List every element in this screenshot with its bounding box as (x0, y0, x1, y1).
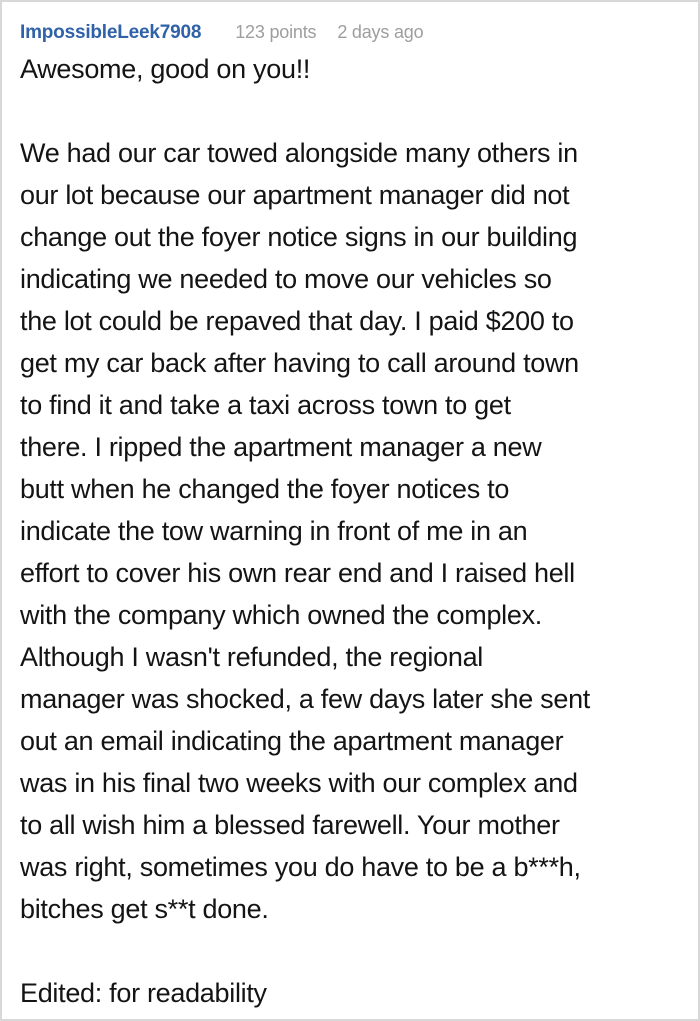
text-line: manager was shocked, a few days later she sent (20, 684, 591, 714)
text-line: We had our car towed alongside many others in (20, 138, 578, 168)
comment-paragraph (20, 48, 682, 90)
text-line: Although I wasn't refunded, the regional (20, 642, 483, 672)
text-line: the lot could be repaved that day. I paid $200 to (20, 306, 574, 336)
text-line: bitches get s**t done. (20, 894, 269, 924)
text-line: our lot because our apartment manager did not (20, 180, 570, 210)
text-line: get my car back after having to call around town (20, 348, 579, 378)
text-line: Awesome, good on you!! (20, 54, 311, 84)
text-line: to all wish him a blessed farewell. Your mother (20, 810, 560, 840)
text-line: was right, sometimes you do have to be a b***h, (20, 852, 581, 882)
text-line: effort to cover his own rear end and I raised hell (20, 558, 575, 588)
comment-timestamp: 2 days ago (337, 22, 424, 42)
text-line: indicating we needed to move our vehicles so (20, 264, 552, 294)
text-line: was in his final two weeks with our complex and (20, 768, 578, 798)
comment-paragraph (20, 972, 682, 1014)
text-line: there. I ripped the apartment manager a new (20, 432, 542, 462)
text-line: indicate the tow warning in front of me in an (20, 516, 528, 546)
text-line: butt when he changed the foyer notices to (20, 474, 510, 504)
text-line: out an email indicating the apartment manager (20, 726, 564, 756)
text-line: with the company which owned the complex. (20, 600, 542, 630)
text-line: change out the foyer notice signs in our building (20, 222, 578, 252)
comment-username[interactable]: ImpossibleLeek7908 (20, 22, 202, 43)
comment-header (20, 22, 682, 48)
comment-points: 123 points (235, 22, 317, 42)
comment-paragraph (20, 132, 682, 930)
text-line: to find it and take a taxi across town to get (20, 390, 511, 420)
text-line: Edited: for readability (20, 978, 267, 1008)
comment-body (20, 48, 682, 1014)
